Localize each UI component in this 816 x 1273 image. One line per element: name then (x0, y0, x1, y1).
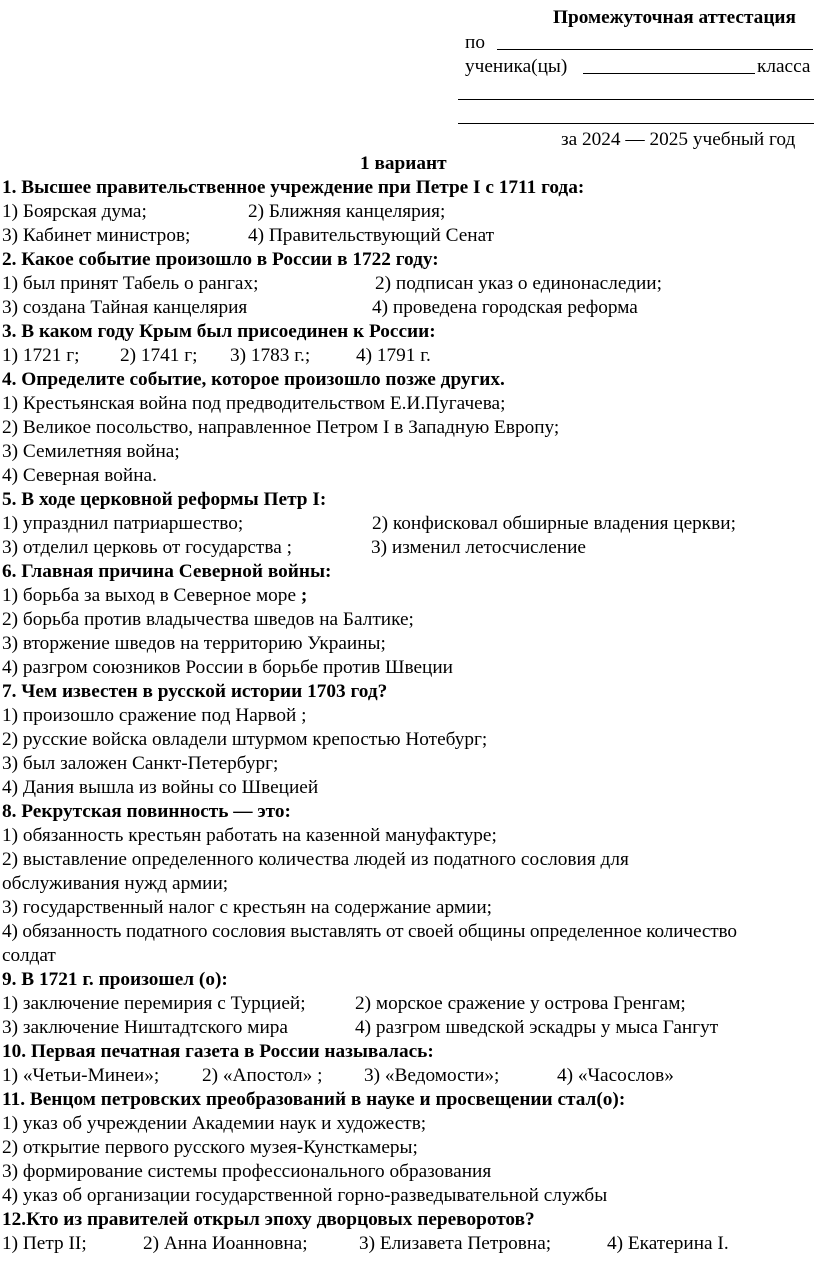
class-label: класса (757, 56, 811, 77)
answer-11-4: 4) указ об организации государственной горно-разведывательной службы (2, 1185, 608, 1206)
student-label: ученика(цы) (465, 56, 568, 77)
question-3: 3. В каком году Крым был присоединен к России: (2, 321, 436, 342)
answer-5-3: 3) отделил церковь от государства ; (2, 537, 292, 558)
answer-4-1: 1) Крестьянская война под предводительством Е.И.Пугачева; (2, 393, 506, 414)
answer-6-1: 1) борьба за выход в Северное море (2, 585, 297, 606)
question-12: 12.Кто из правителей открыл эпоху дворцовых переворотов? (2, 1209, 535, 1230)
variant-title: 1 вариант (360, 153, 447, 174)
answer-6-3: 3) вторжение шведов на территорию Украины; (2, 633, 386, 654)
answer-8-4-cont: солдат (2, 945, 56, 966)
answer-12-4: 4) Екатерина I. (607, 1233, 729, 1254)
question-6: 6. Главная причина Северной войны: (2, 561, 332, 582)
subject-label: по (465, 32, 485, 53)
blank-line-1[interactable] (458, 99, 814, 100)
answer-12-1: 1) Петр II; (2, 1233, 87, 1254)
answer-1-2: 2) Ближняя канцелярия; (248, 201, 446, 222)
school-year-label: за 2024 — 2025 учебный год (561, 129, 796, 150)
answer-9-2: 2) морское сражение у острова Гренгам; (355, 993, 686, 1014)
answer-1-1: 1) Боярская дума; (2, 201, 147, 222)
answer-10-3: 3) «Ведомости»; (364, 1065, 500, 1086)
answer-5-4: 3) изменил летосчисление (371, 537, 586, 558)
answer-11-3: 3) формирование системы профессионального образования (2, 1161, 492, 1182)
answer-1-3: 3) Кабинет министров; (2, 225, 191, 246)
answer-9-3: 3) заключение Ништадтского мира (2, 1017, 288, 1038)
question-5: 5. В ходе церковной реформы Петр I: (2, 489, 327, 510)
answer-5-1: 1) упразднил патриаршество; (2, 513, 244, 534)
answer-2-1: 1) был принят Табель о рангах; (2, 273, 259, 294)
answer-8-1: 1) обязанность крестьян работать на казенной мануфактуре; (2, 825, 497, 846)
answer-7-2: 2) русские войска овладели штурмом крепостью Нотебург; (2, 729, 488, 750)
question-8: 8. Рекрутская повинность — это: (2, 801, 291, 822)
question-7: 7. Чем известен в русской истории 1703 год? (2, 681, 388, 702)
question-11: 11. Венцом петровских преобразований в науке и просвещении стал(о): (2, 1089, 626, 1110)
question-2: 2. Какое событие произошло в России в 1722 году: (2, 249, 439, 270)
answer-5-2: 2) конфисковал обширные владения церкви; (372, 513, 736, 534)
answer-4-3: 3) Семилетняя война; (2, 441, 180, 462)
answer-7-4: 4) Дания вышла из войны со Швецией (2, 777, 319, 798)
answer-12-3: 3) Елизавета Петровна; (359, 1233, 552, 1254)
student-field-line[interactable] (583, 73, 755, 74)
answer-8-2-cont: обслуживания нужд армии; (2, 873, 229, 894)
answer-1-4: 4) Правительствующий Сенат (248, 225, 495, 246)
answer-10-2: 2) «Апостол» ; (202, 1065, 323, 1086)
question-1: 1. Высшее правительственное учреждение при Петре I с 1711 года: (2, 177, 585, 198)
answer-10-4: 4) «Часослов» (557, 1065, 674, 1086)
question-9: 9. В 1721 г. произошел (о): (2, 969, 228, 990)
answer-3-1: 1) 1721 г; (2, 345, 80, 366)
answer-8-3: 3) государственный налог с крестьян на содержание армии; (2, 897, 493, 918)
answer-2-3: 3) создана Тайная канцелярия (2, 297, 248, 318)
answer-6-2: 2) борьба против владычества шведов на Балтике; (2, 609, 414, 630)
answer-7-3: 3) был заложен Санкт-Петербург; (2, 753, 279, 774)
answer-11-2: 2) открытие первого русского музея-Кунсткамеры; (2, 1137, 418, 1158)
answer-9-1: 1) заключение перемирия с Турцией; (2, 993, 306, 1014)
answer-3-3: 3) 1783 г.; (230, 345, 311, 366)
answer-3-4: 4) 1791 г. (356, 345, 431, 366)
question-4: 4. Определите событие, которое произошло позже других. (2, 369, 505, 390)
blank-line-2[interactable] (458, 123, 814, 124)
answer-4-2: 2) Великое посольство, направленное Петром I в Западную Европу; (2, 417, 560, 438)
page-title: Промежуточная аттестация (553, 7, 796, 28)
answer-11-1: 1) указ об учреждении Академии наук и художеств; (2, 1113, 427, 1134)
answer-9-4: 4) разгром шведской эскадры у мыса Гангут (355, 1017, 719, 1038)
answer-12-2: 2) Анна Иоанновна; (143, 1233, 308, 1254)
answer-6-4: 4) разгром союзников России в борьбе против Швеции (2, 657, 453, 678)
answer-8-2: 2) выставление определенного количества людей из податного сословия для (2, 849, 629, 870)
answer-10-1: 1) «Четьи-Минеи»; (2, 1065, 160, 1086)
answer-4-4: 4) Северная война. (2, 465, 157, 486)
answer-2-2: 2) подписан указ о единонаследии; (375, 273, 662, 294)
answer-8-4: 4) обязанность податного сословия выставлять от своей общины определенное количество (2, 921, 737, 942)
answer-2-4: 4) проведена городская реформа (372, 297, 638, 318)
subject-field-line[interactable] (497, 49, 813, 50)
answer-7-1: 1) произошло сражение под Нарвой ; (2, 705, 307, 726)
question-10: 10. Первая печатная газета в России называлась: (2, 1041, 434, 1062)
answer-6-1-semicolon: ; (300, 585, 308, 606)
answer-6-1-row (2, 584, 307, 608)
answer-3-2: 2) 1741 г; (120, 345, 198, 366)
